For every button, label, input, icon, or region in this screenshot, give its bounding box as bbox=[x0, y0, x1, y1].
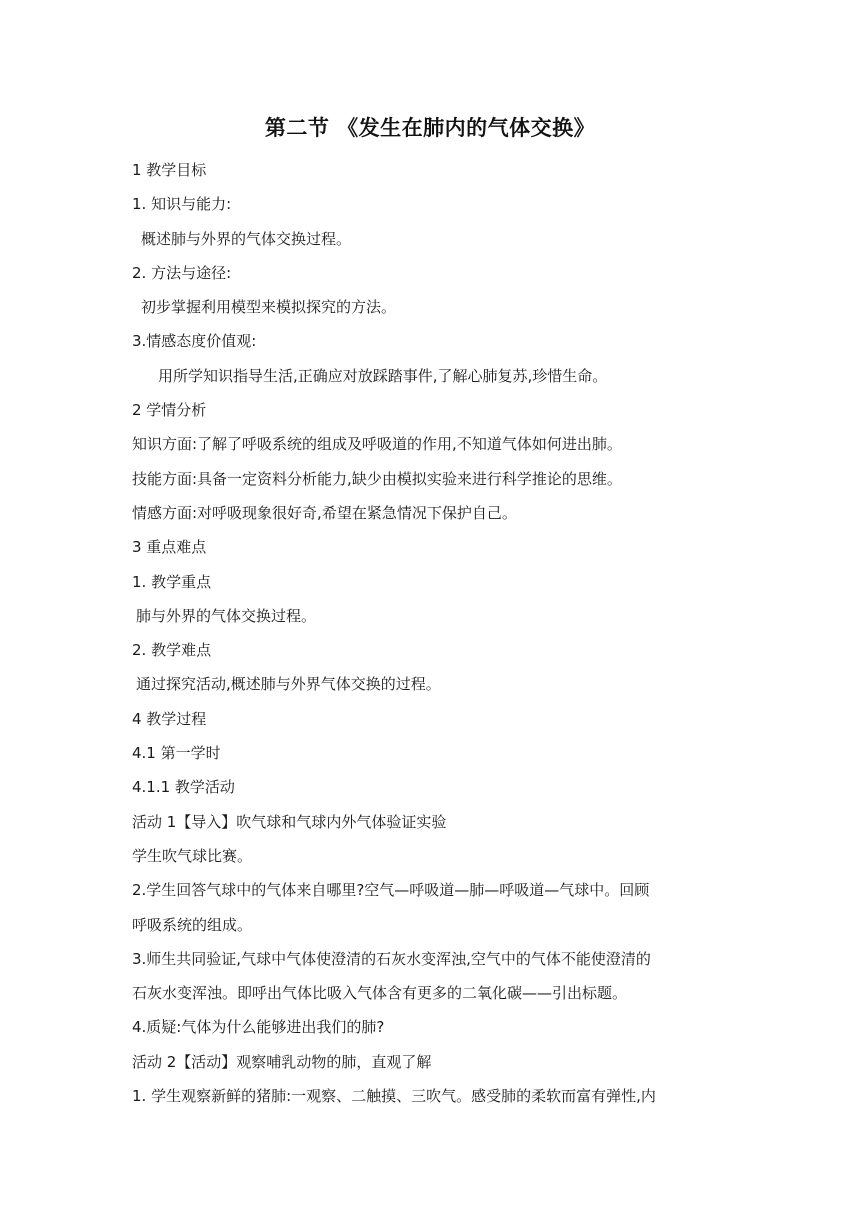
paragraph: 1. 学生观察新鲜的猪肺:一观察、二触摸、三吹气。感受肺的柔软而富有弹性,内 bbox=[132, 1087, 656, 1106]
subheading-activities: 4.1.1 教学活动 bbox=[132, 778, 235, 797]
paragraph: 通过探究活动,概述肺与外界气体交换的过程。 bbox=[136, 675, 441, 694]
section-heading-process: 4 教学过程 bbox=[132, 709, 207, 728]
paragraph: 技能方面:具备一定资料分析能力,缺少由模拟实验来进行科学推论的思维。 bbox=[132, 469, 622, 488]
paragraph: 用所学知识指导生活,正确应对放踩踏事件,了解心肺复苏,珍惜生命。 bbox=[158, 366, 608, 385]
section-heading-key-points: 3 重点难点 bbox=[132, 538, 207, 557]
paragraph: 知识方面:了解了呼吸系统的组成及呼吸道的作用,不知道气体如何进出肺。 bbox=[132, 435, 622, 454]
subheading-focus: 1. 教学重点 bbox=[132, 572, 212, 591]
activity-heading: 活动 1【导入】吹气球和气球内外气体验证实验 bbox=[132, 812, 447, 831]
section-heading-objectives: 1 教学目标 bbox=[132, 161, 207, 179]
subheading-first-lesson: 4.1 第一学时 bbox=[132, 744, 221, 763]
subheading-difficulty: 2. 教学难点 bbox=[132, 641, 212, 660]
paragraph: 石灰水变浑浊。即呼出气体比吸入气体含有更多的二氧化碳——引出标题。 bbox=[132, 984, 628, 1003]
paragraph: 学生吹气球比赛。 bbox=[132, 846, 253, 865]
paragraph: 4.质疑:气体为什么能够进出我们的肺? bbox=[132, 1018, 385, 1037]
subheading-knowledge: 1. 知识与能力: bbox=[132, 195, 232, 214]
document-body bbox=[132, 153, 732, 1113]
subheading-methods: 2. 方法与途径: bbox=[132, 263, 232, 282]
document-title: 第二节 《发生在肺内的气体交换》 bbox=[264, 116, 596, 140]
paragraph: 呼吸系统的组成。 bbox=[132, 915, 253, 934]
section-heading-analysis: 2 学情分析 bbox=[132, 401, 207, 420]
paragraph: 概述肺与外界的气体交换过程。 bbox=[141, 229, 352, 248]
paragraph: 2.学生回答气球中的气体来自哪里?空气—呼吸道—肺—呼吸道—气球中。回顾 bbox=[132, 881, 650, 900]
activity-heading: 活动 2【活动】观察哺乳动物的肺，直观了解 bbox=[132, 1052, 432, 1071]
paragraph: 肺与外界的气体交换过程。 bbox=[136, 606, 317, 625]
paragraph: 3.师生共同验证,气球中气体使澄清的石灰水变浑浊,空气中的气体不能使澄清的 bbox=[132, 949, 651, 968]
paragraph: 初步掌握利用模型来模拟探究的方法。 bbox=[141, 298, 397, 317]
subheading-values: 3.情感态度价值观: bbox=[132, 332, 257, 351]
paragraph: 情感方面:对呼吸现象很好奇,希望在紧急情况下保护自己。 bbox=[132, 503, 517, 522]
